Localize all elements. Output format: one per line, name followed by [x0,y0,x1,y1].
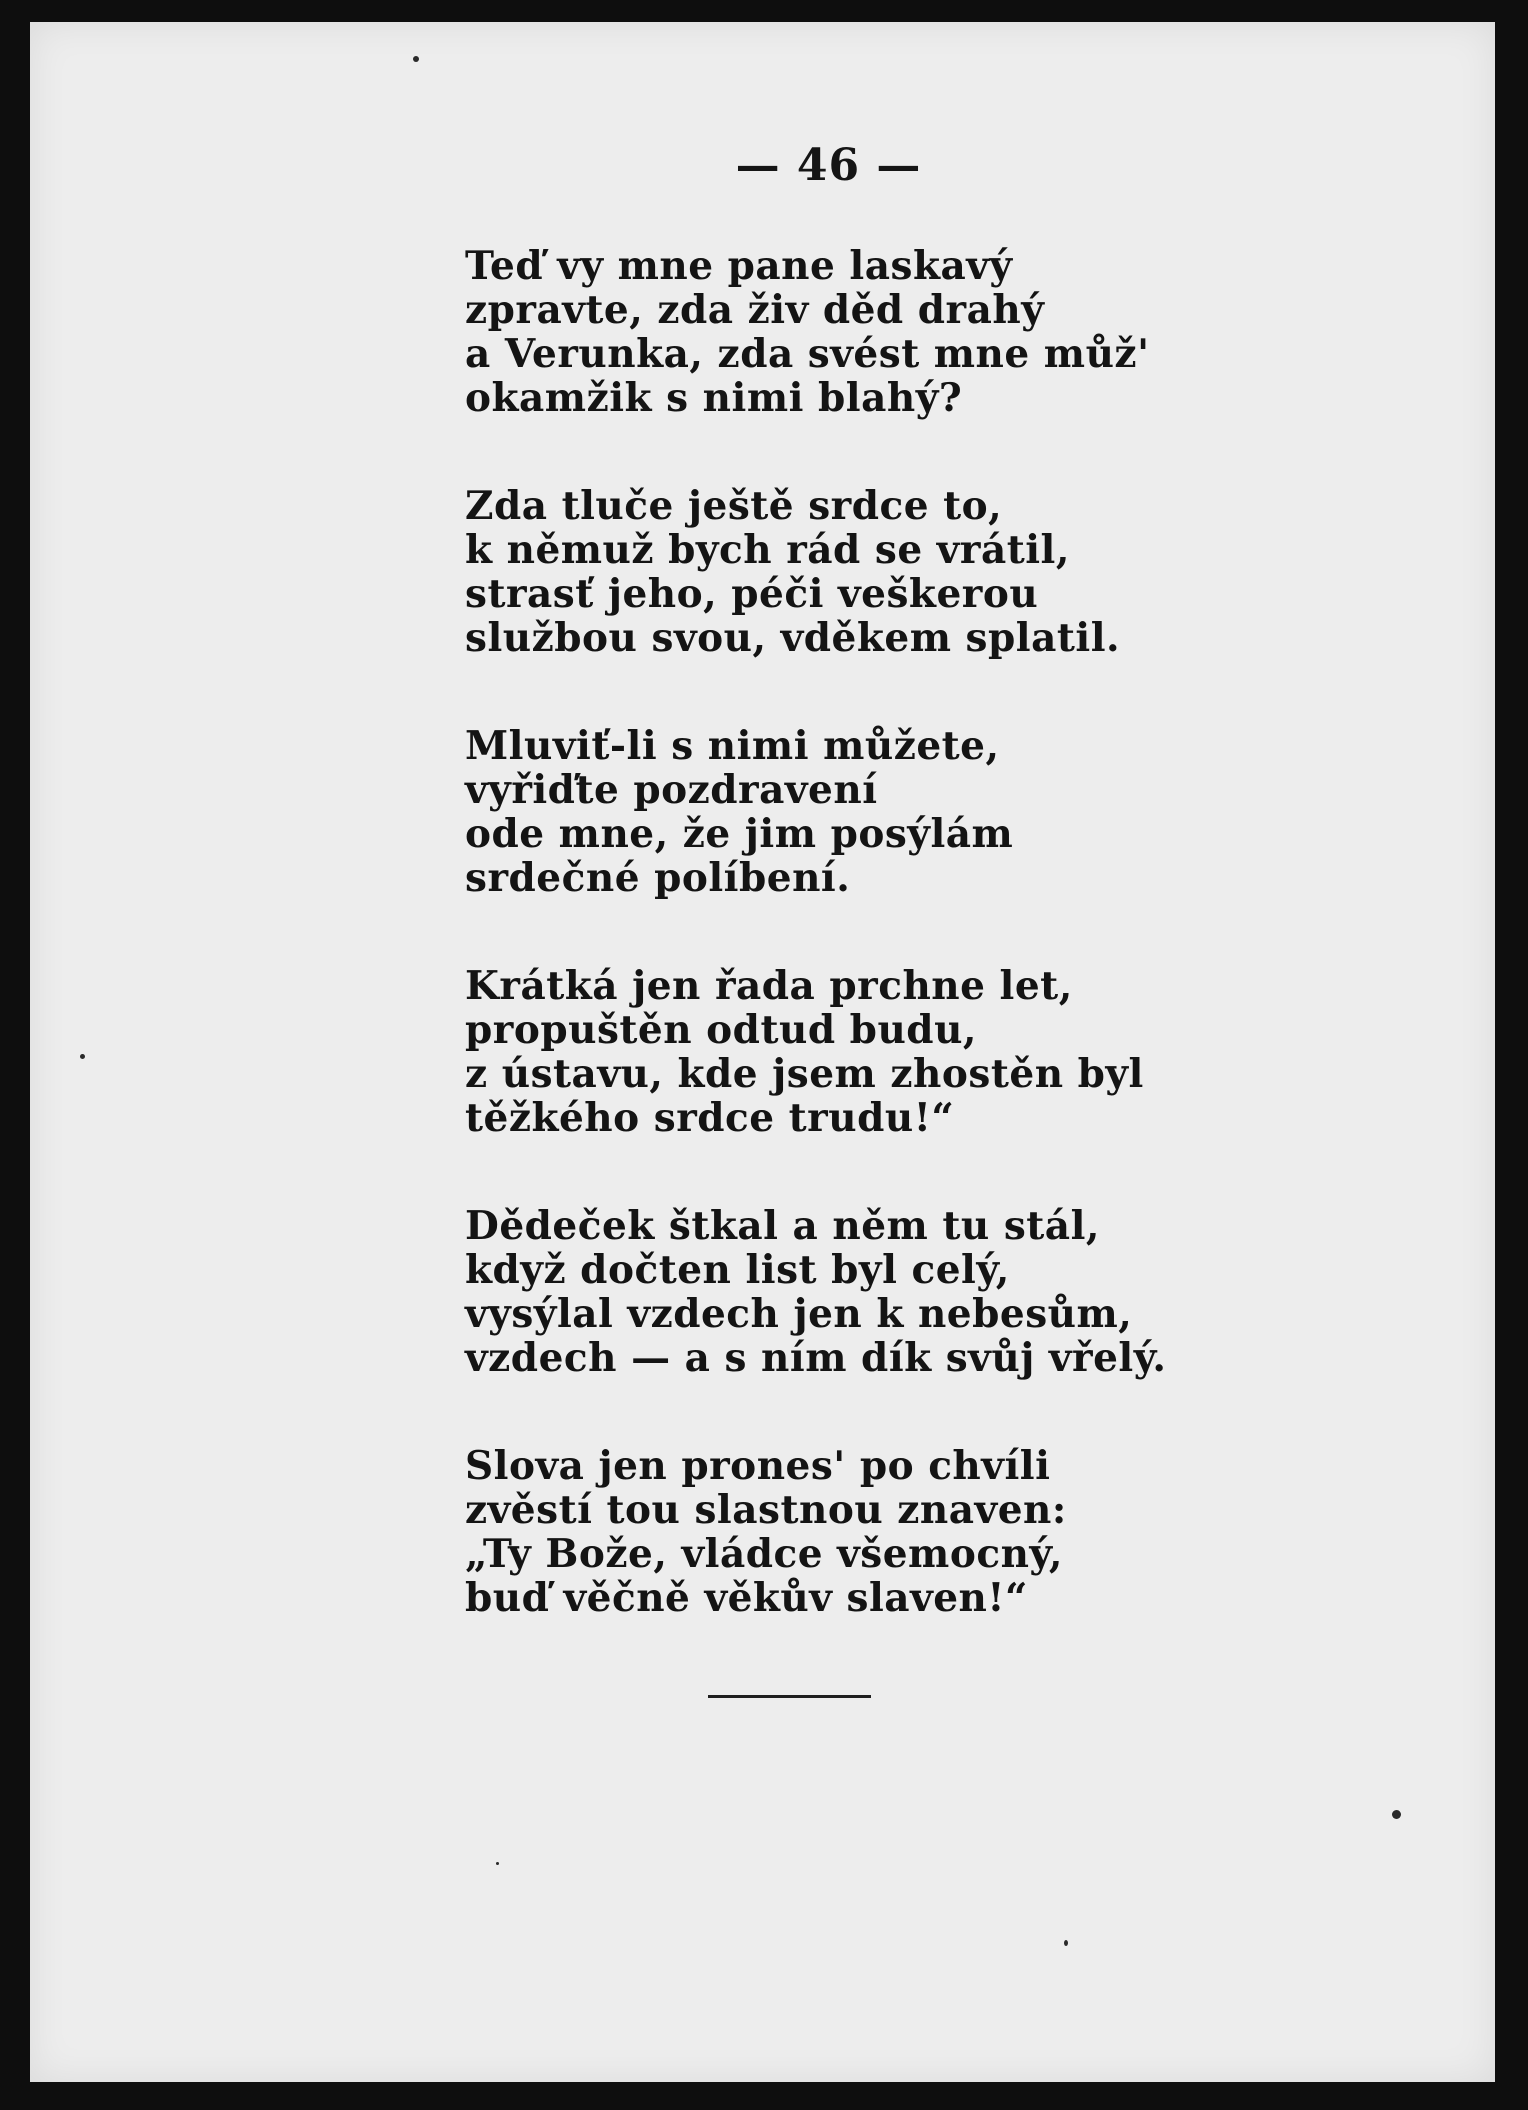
end-rule [708,1695,871,1698]
verse-line: službou svou, vděkem splatil. [465,615,1121,661]
verse-line: Mluviť-li s nimi můžete, [465,723,1000,769]
scan-speck [80,1054,85,1059]
verse-line: zvěstí tou slastnou znaven: [465,1487,1067,1533]
scan-speck [1392,1810,1401,1819]
verse-line: Zda tluče ještě srdce to, [465,483,1003,529]
verse-line: k němuž bych rád se vrátil, [465,527,1070,573]
stanza [465,244,1245,420]
book-page [30,22,1495,2082]
verse-line: Teď vy mne pane laskavý [465,243,1013,289]
verse-line: Slova jen prones' po chvíli [465,1443,1051,1489]
verse-line: okamžik s nimi blahý? [465,375,963,421]
verse-line: srdečné políbení. [465,855,851,901]
stanza [465,964,1245,1140]
stanza [465,1204,1245,1380]
verse-line: Dědeček štkal a něm tu stál, [465,1203,1100,1249]
verse-line: Krátká jen řada prchne let, [465,963,1073,1009]
poem [465,244,1245,1684]
verse-line: a Verunka, zda svést mne můž' [465,331,1150,377]
stanza [465,484,1245,660]
stanza [465,724,1245,900]
verse-line: když dočten list byl celý, [465,1247,1010,1293]
scan-speck [413,56,419,62]
verse-line: propuštěn odtud budu, [465,1007,977,1053]
verse-line: vzdech — a s ním dík svůj vřelý. [465,1335,1167,1381]
verse-line: z ústavu, kde jsem zhostěn byl [465,1051,1144,1097]
stanza [465,1444,1245,1620]
scan-speck [1064,1940,1068,1946]
verse-line: ode mne, že jim posýlám [465,811,1014,857]
verse-line: strasť jeho, péči veškerou [465,571,1039,617]
scan-speck [496,1862,499,1865]
verse-line: „Ty Bože, vládce všemocný, [465,1531,1063,1577]
page-number: — 46 — [735,140,922,191]
verse-line: vyřiďte pozdravení [465,767,878,813]
verse-line: zpravte, zda živ děd drahý [465,287,1045,333]
verse-line: těžkého srdce trudu!“ [465,1095,955,1141]
verse-line: vysýlal vzdech jen k nebesům, [465,1291,1133,1337]
verse-line: buď věčně věkův slaven!“ [465,1575,1028,1621]
